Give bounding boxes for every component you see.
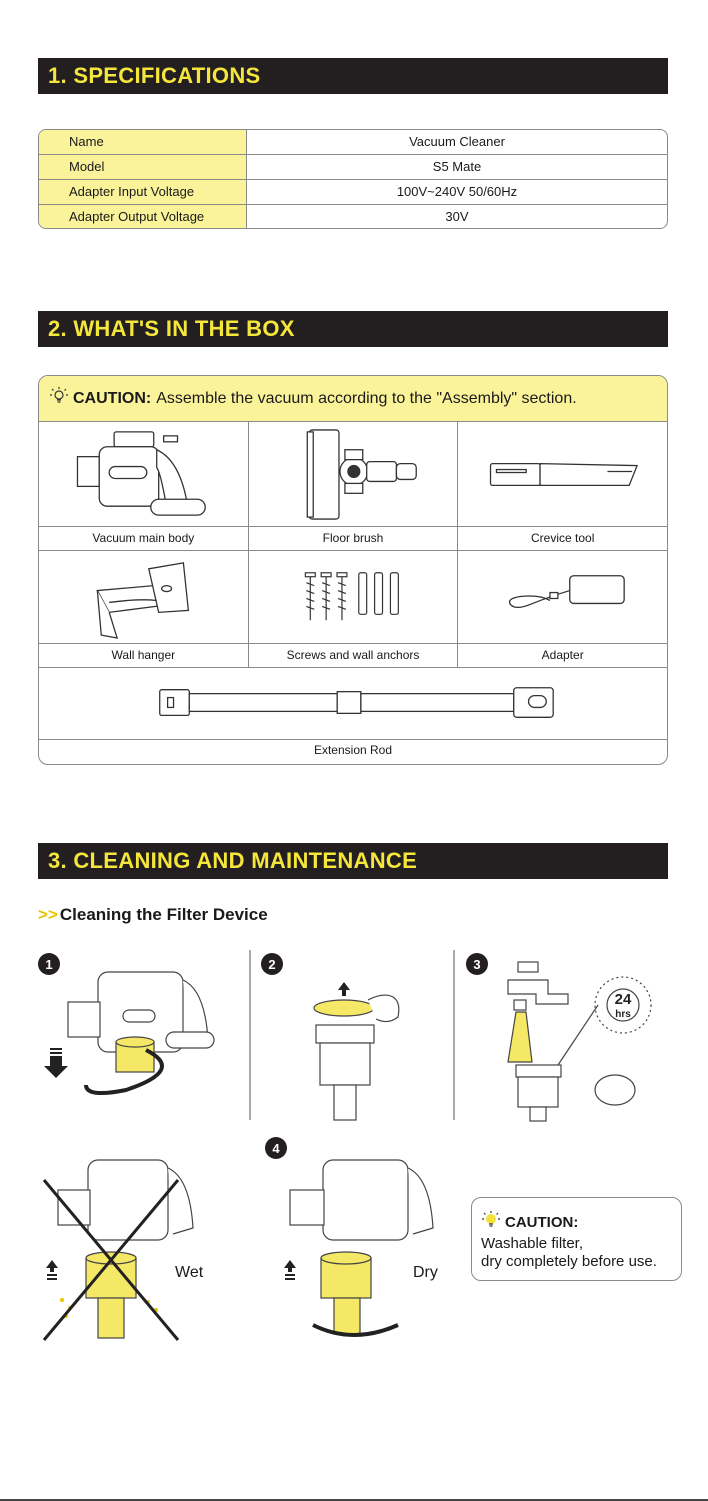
dry-label: Dry bbox=[413, 1264, 438, 1281]
vacuum-main-body-image bbox=[39, 422, 249, 526]
caution-line-2: dry completely before use. bbox=[481, 1253, 657, 1270]
box-caution bbox=[39, 376, 667, 422]
spec-key: Name bbox=[39, 130, 247, 154]
item-label: Wall hanger bbox=[39, 644, 249, 667]
item-label: Floor brush bbox=[249, 527, 459, 550]
section-title-specifications: 1. SPECIFICATIONS bbox=[38, 58, 668, 94]
spec-value: 30V bbox=[445, 209, 469, 224]
subsection-title bbox=[38, 905, 268, 925]
lightbulb-icon bbox=[49, 386, 69, 411]
spec-value: 100V~240V 50/60Hz bbox=[396, 184, 518, 199]
spec-key: Adapter Output Voltage bbox=[39, 205, 247, 228]
section-title-whats-in-the-box: 2. WHAT'S IN THE BOX bbox=[38, 311, 668, 347]
section-title-cleaning: 3. CLEANING AND MAINTENANCE bbox=[38, 843, 668, 879]
label-row bbox=[39, 644, 667, 668]
spec-value: S5 Mate bbox=[432, 159, 482, 174]
image-row bbox=[39, 551, 667, 644]
spec-key: Model bbox=[39, 155, 247, 179]
crevice-tool-image bbox=[458, 422, 667, 526]
item-label: Vacuum main body bbox=[39, 527, 249, 550]
screws-and-anchors-image bbox=[249, 551, 459, 643]
caution-line-1: Washable filter, bbox=[481, 1235, 583, 1252]
item-label: Extension Rod bbox=[313, 743, 393, 757]
step-number: 1 bbox=[45, 957, 53, 972]
specifications-table bbox=[38, 129, 668, 229]
item-label: Adapter bbox=[541, 648, 584, 662]
spec-key: Adapter Input Voltage bbox=[39, 180, 247, 204]
wall-hanger-image bbox=[39, 551, 249, 643]
timer-unit: hrs bbox=[615, 1009, 631, 1020]
table-row bbox=[39, 180, 667, 205]
item-label: Crevice tool bbox=[531, 531, 595, 545]
table-row bbox=[39, 205, 667, 228]
lightbulb-icon bbox=[481, 1210, 501, 1235]
caution-label: CAUTION: bbox=[505, 1214, 579, 1231]
floor-brush-image bbox=[249, 422, 459, 526]
table-row bbox=[39, 155, 667, 180]
adapter-image bbox=[458, 551, 667, 643]
timer-value: 24 bbox=[614, 991, 632, 1008]
extension-rod-image bbox=[39, 668, 667, 740]
caution-label: CAUTION: bbox=[73, 389, 152, 407]
filter-caution-box bbox=[471, 1197, 682, 1281]
wet-label: Wet bbox=[175, 1264, 204, 1281]
step-number: 4 bbox=[272, 1141, 280, 1156]
double-chevron-icon: >> bbox=[38, 905, 58, 924]
table-row bbox=[39, 130, 667, 155]
step-number: 3 bbox=[473, 957, 481, 972]
step-number: 2 bbox=[268, 957, 276, 972]
label-row bbox=[39, 527, 667, 551]
spec-value: Vacuum Cleaner bbox=[409, 134, 505, 149]
subsection-title-text: Cleaning the Filter Device bbox=[59, 905, 268, 924]
item-label: Screws and wall anchors bbox=[249, 644, 459, 667]
caution-text: Assemble the vacuum according to the "Assembly" section. bbox=[156, 389, 577, 407]
image-row bbox=[39, 422, 667, 527]
box-contents-panel bbox=[38, 375, 668, 765]
